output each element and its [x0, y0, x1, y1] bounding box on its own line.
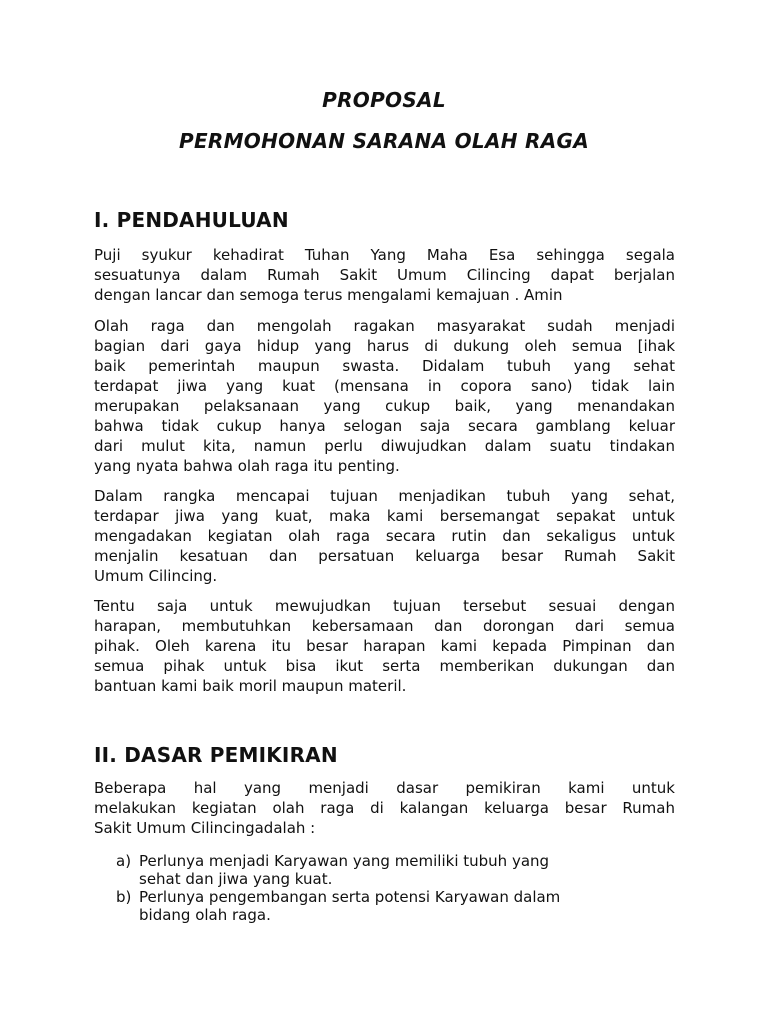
- requirements-list: [116, 852, 676, 924]
- paragraph-line: Beberapa hal yang menjadi dasar pemikiran kami untuk: [94, 779, 675, 797]
- paragraph-line: harapan, membutuhkan kebersamaan dan dorongan dari semua: [94, 617, 675, 635]
- document-subtitle: PERMOHONAN SARANA OLAH RAGA: [178, 129, 590, 153]
- paragraph-line: dari mulut kita, namun perlu diwujudkan dalam suatu tindakan: [94, 437, 675, 455]
- paragraph-line: dengan lancar dan semoga terus mengalami kemajuan . Amin: [94, 286, 563, 304]
- paragraph-line: bagian dari gaya hidup yang harus di dukung oleh semua [ihak: [94, 337, 675, 355]
- paragraph-line: Tentu saja untuk mewujudkan tujuan tersebut sesuai dengan: [94, 597, 675, 615]
- section-heading-pendahuluan: I. PENDAHULUAN: [94, 208, 289, 232]
- list-item-line: Perlunya menjadi Karyawan yang memiliki tubuh yang: [139, 852, 550, 870]
- list-item-line: Perlunya pengembangan serta potensi Karyawan dalam: [139, 888, 561, 906]
- paragraph: [94, 596, 675, 696]
- list-marker: b): [116, 888, 132, 906]
- list-item: [116, 852, 676, 888]
- paragraph-line: Dalam rangka mencapai tujuan menjadikan tubuh yang sehat,: [94, 487, 675, 505]
- paragraph-line: baik pemerintah maupun swasta. Didalam tubuh yang sehat: [94, 357, 675, 375]
- paragraph-line: pihak. Oleh karena itu besar harapan kami kepada Pimpinan dan: [94, 637, 675, 655]
- list-marker: a): [116, 852, 132, 870]
- list-item: [116, 888, 676, 924]
- paragraph-line: Umum Cilincing.: [94, 567, 218, 585]
- paragraph-line: terdapar jiwa yang kuat, maka kami bersemangat sepakat untuk: [94, 507, 675, 525]
- paragraph: [94, 486, 675, 586]
- paragraph: [94, 245, 675, 305]
- paragraph: [94, 316, 675, 476]
- paragraph-line: sesuatunya dalam Rumah Sakit Umum Cilincing dapat berjalan: [94, 266, 675, 284]
- paragraph-line: menjalin kesatuan dan persatuan keluarga besar Rumah Sakit: [94, 547, 675, 565]
- list-item-line: bidang olah raga.: [139, 906, 271, 924]
- paragraph-line: terdapat jiwa yang kuat (mensana in copora sano) tidak lain: [94, 377, 675, 395]
- section-heading-dasar-pemikiran: II. DASAR PEMIKIRAN: [94, 743, 338, 767]
- paragraph-line: merupakan pelaksanaan yang cukup baik, yang menandakan: [94, 397, 675, 415]
- paragraph-line: bahwa tidak cukup hanya selogan saja secara gamblang keluar: [94, 417, 675, 435]
- paragraph: [94, 778, 675, 838]
- document-title: PROPOSAL: [322, 88, 446, 112]
- paragraph-line: bantuan kami baik moril maupun materil.: [94, 677, 407, 695]
- paragraph-line: yang nyata bahwa olah raga itu penting.: [94, 457, 400, 475]
- paragraph-line: semua pihak untuk bisa ikut serta memberikan dukungan dan: [94, 657, 675, 675]
- paragraph-line: melakukan kegiatan olah raga di kalangan keluarga besar Rumah: [94, 799, 675, 817]
- paragraph-line: Puji syukur kehadirat Tuhan Yang Maha Esa sehingga segala: [94, 246, 675, 264]
- paragraph-line: Olah raga dan mengolah ragakan masyarakat sudah menjadi: [94, 317, 675, 335]
- paragraph-line: Sakit Umum Cilincingadalah :: [94, 819, 316, 837]
- list-item-line: sehat dan jiwa yang kuat.: [139, 870, 333, 888]
- paragraph-line: mengadakan kegiatan olah raga secara rutin dan sekaligus untuk: [94, 527, 675, 545]
